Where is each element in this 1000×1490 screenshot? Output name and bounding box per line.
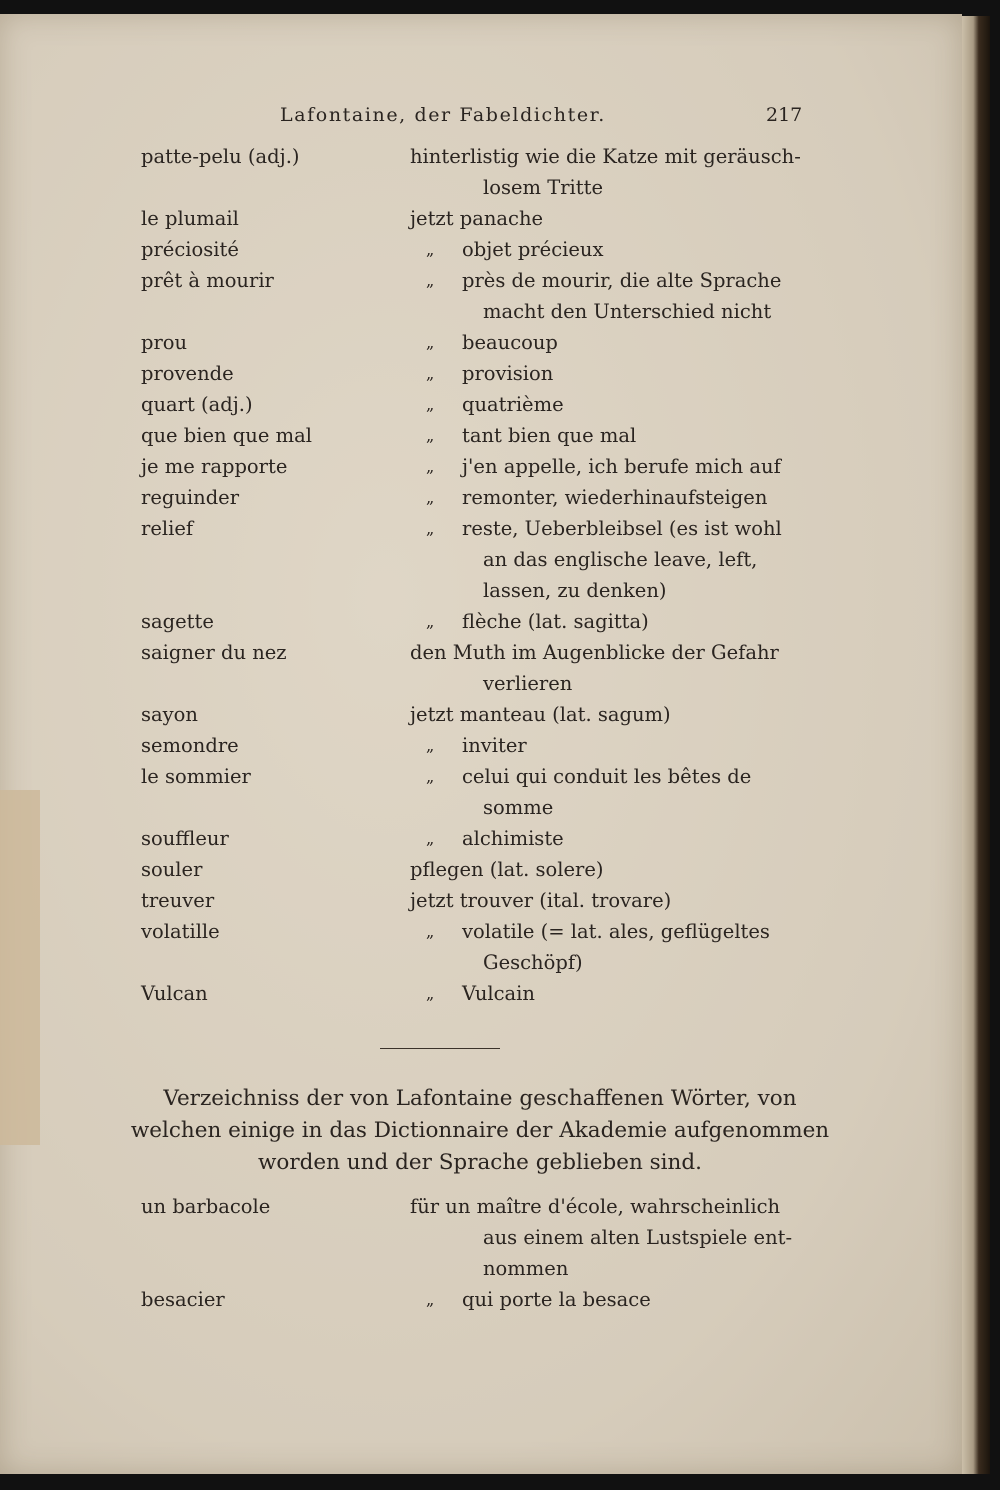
glossary-entry	[0, 734, 962, 764]
glossary-entry	[0, 238, 962, 268]
ditto-mark: „	[426, 426, 435, 445]
entry-definition: alchimiste	[462, 827, 564, 850]
entry-definition: jetzt panache	[410, 207, 544, 230]
glossary-entry	[0, 765, 962, 795]
glossary-entry	[0, 1288, 962, 1318]
ditto-mark: „	[426, 829, 435, 848]
entry-definition: an das englische leave, left,	[483, 548, 758, 571]
entry-term: souler	[141, 858, 203, 881]
ditto-mark: „	[426, 612, 435, 631]
entry-definition: reste, Ueberbleibsel (es ist wohl	[462, 517, 782, 540]
glossary-entry	[0, 207, 962, 237]
entry-term: sagette	[141, 610, 214, 633]
glossary-entry	[0, 455, 962, 485]
entry-term: prou	[141, 331, 188, 354]
entry-term: prêt à mourir	[141, 269, 274, 292]
header-title: Lafontaine, der Fabeldichter.	[280, 104, 606, 126]
glossary-entry-continuation	[0, 548, 962, 578]
entry-definition: lassen, zu denken)	[483, 579, 667, 602]
glossary-entry	[0, 703, 962, 733]
entry-definition: hinterlistig wie die Katze mit geräusch-	[410, 145, 801, 168]
entry-term: besacier	[141, 1288, 225, 1311]
entry-definition: für un maître d'école, wahrscheinlich	[410, 1195, 781, 1218]
entry-definition: celui qui conduit les bêtes de	[462, 765, 752, 788]
section-heading-line: worden und der Sprache geblieben sind.	[258, 1150, 702, 1175]
glossary-entry	[0, 641, 962, 671]
ditto-mark: „	[426, 395, 435, 414]
glossary-entry	[0, 1195, 962, 1225]
running-header	[0, 104, 962, 128]
section-heading-line: welchen einige in das Dictionnaire der Akademie aufgenommen	[130, 1118, 830, 1143]
ditto-mark: „	[426, 1290, 435, 1309]
entry-term: un barbacole	[141, 1195, 271, 1218]
entry-term: saigner du nez	[141, 641, 287, 664]
ditto-mark: „	[426, 364, 435, 383]
glossary-entry	[0, 331, 962, 361]
glossary-entry-continuation	[0, 176, 962, 206]
entry-term: que bien que mal	[141, 424, 312, 447]
entry-term: treuver	[141, 889, 215, 912]
entry-term: le plumail	[141, 207, 239, 230]
entry-definition: losem Tritte	[483, 176, 603, 199]
page-number: 217	[766, 104, 803, 126]
glossary-entry	[0, 362, 962, 392]
entry-definition: verlieren	[483, 672, 573, 695]
entry-term: provende	[141, 362, 234, 385]
entry-term: patte-pelu (adj.)	[141, 145, 300, 168]
glossary-entry	[0, 858, 962, 888]
ditto-mark: „	[426, 271, 435, 290]
glossary-entry	[0, 889, 962, 919]
ditto-mark: „	[426, 333, 435, 352]
glossary-entry-continuation	[0, 300, 962, 330]
entry-definition: provision	[462, 362, 554, 385]
entry-definition: Geschöpf)	[483, 951, 583, 974]
entry-term: quart (adj.)	[141, 393, 253, 416]
glossary-entry	[0, 517, 962, 547]
ditto-mark: „	[426, 240, 435, 259]
entry-definition: inviter	[462, 734, 527, 757]
ditto-mark: „	[426, 922, 435, 941]
entry-term: je me rapporte	[141, 455, 288, 478]
ditto-mark: „	[426, 488, 435, 507]
ditto-mark: „	[426, 984, 435, 1003]
entry-definition: tant bien que mal	[462, 424, 637, 447]
entry-term: semondre	[141, 734, 239, 757]
entry-term: le sommier	[141, 765, 251, 788]
ditto-mark: „	[426, 736, 435, 755]
entry-term: Vulcan	[141, 982, 208, 1005]
entry-definition: somme	[483, 796, 554, 819]
entry-definition: volatile (= lat. ales, geflügeltes	[462, 920, 770, 943]
entry-term: préciosité	[141, 238, 239, 261]
entry-definition: flèche (lat. sagitta)	[462, 610, 649, 633]
glossary-entry-continuation	[0, 951, 962, 981]
entry-term: reguinder	[141, 486, 240, 509]
section-divider	[380, 1048, 500, 1049]
ditto-mark: „	[426, 767, 435, 786]
glossary-entry	[0, 982, 962, 1012]
glossary-entry-continuation	[0, 579, 962, 609]
glossary-entry	[0, 424, 962, 454]
glossary-entry	[0, 145, 962, 175]
glossary-entry	[0, 269, 962, 299]
entry-definition: jetzt manteau (lat. sagum)	[410, 703, 671, 726]
entry-term: volatille	[141, 920, 220, 943]
glossary-entry-continuation	[0, 672, 962, 702]
entry-definition: qui porte la besace	[462, 1288, 651, 1311]
entry-definition: macht den Unterschied nicht	[483, 300, 772, 323]
entry-definition: Vulcain	[462, 982, 535, 1005]
glossary-entry	[0, 393, 962, 423]
entry-definition: jetzt trouver (ital. trovare)	[410, 889, 672, 912]
entry-definition: remonter, wiederhinaufsteigen	[462, 486, 768, 509]
book-edge	[962, 16, 990, 1474]
entry-term: sayon	[141, 703, 198, 726]
entry-definition: nommen	[483, 1257, 569, 1280]
entry-term: relief	[141, 517, 194, 540]
glossary-entry-continuation	[0, 1257, 962, 1287]
entry-definition: quatrième	[462, 393, 564, 416]
entry-term: souffleur	[141, 827, 229, 850]
entry-definition: beaucoup	[462, 331, 558, 354]
ditto-mark: „	[426, 457, 435, 476]
glossary-entry-continuation	[0, 796, 962, 826]
glossary-entry	[0, 486, 962, 516]
glossary-entry-continuation	[0, 1226, 962, 1256]
entry-definition: près de mourir, die alte Sprache	[462, 269, 782, 292]
entry-definition: den Muth im Augenblicke der Gefahr	[410, 641, 779, 664]
entry-definition: j'en appelle, ich berufe mich auf	[462, 455, 781, 478]
glossary-entry	[0, 610, 962, 640]
glossary-entry	[0, 920, 962, 950]
section-heading-line: Verzeichniss der von Lafontaine geschaffenen Wörter, von	[163, 1086, 797, 1111]
glossary-entry	[0, 827, 962, 857]
ditto-mark: „	[426, 519, 435, 538]
entry-definition: aus einem alten Lustspiele ent-	[483, 1226, 793, 1249]
entry-definition: pflegen (lat. solere)	[410, 858, 604, 881]
entry-definition: objet précieux	[462, 238, 604, 261]
